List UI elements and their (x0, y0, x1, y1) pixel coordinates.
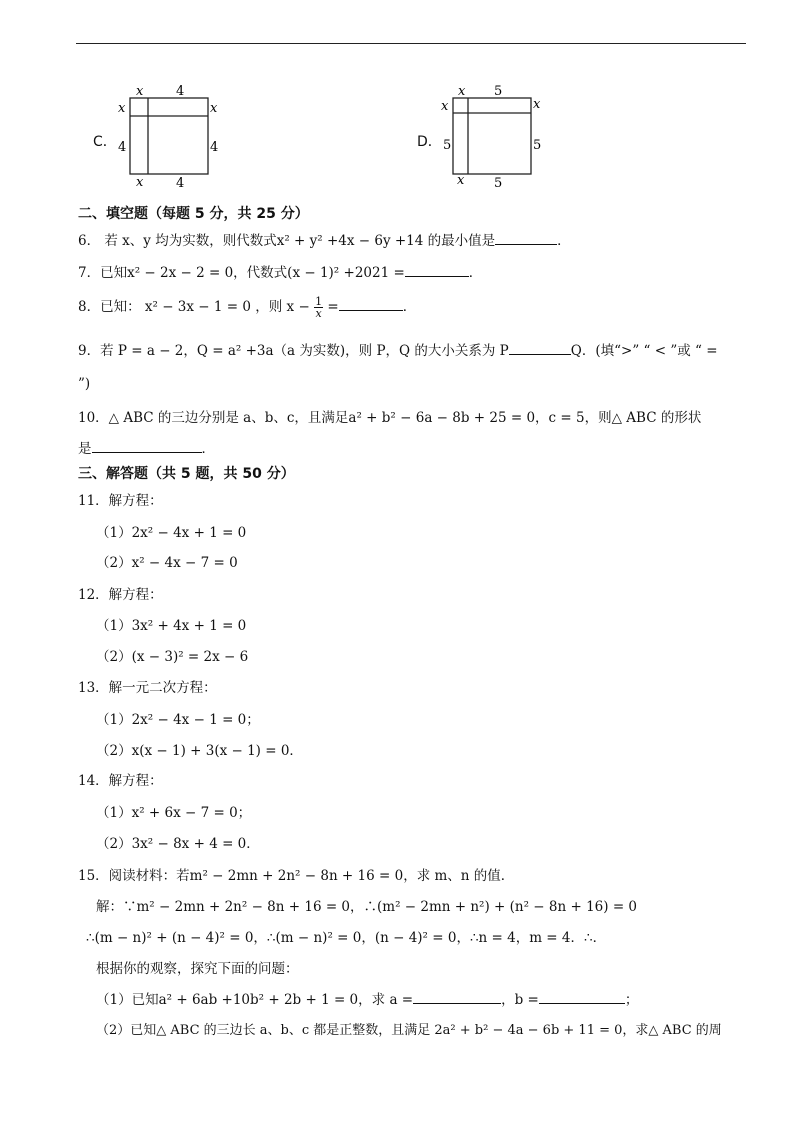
section3-title: 三、解答题（共 5 题，共 50 分） (78, 466, 295, 482)
figure-d-x-bottom: x (457, 173, 465, 188)
question-10-line2 (78, 437, 215, 457)
q12-part2: （2）(x − 3)² = 2x − 6 (96, 649, 249, 665)
figure-c-square (130, 98, 208, 174)
q15-b-answer-blank[interactable] (539, 989, 625, 1004)
q10-text-b: 是 (78, 441, 92, 457)
q8-equals: = (323, 299, 339, 315)
q10-text: 10．△ ABC 的三边分别是 a、b、c，且满足a² + b² − 6a − 8b + 25 = 0，c = 5，则△ ABC 的形状 (78, 410, 702, 426)
question-7 (78, 261, 482, 281)
q14-title: 14．解方程： (78, 773, 163, 789)
q11-part1: （1）2x² − 4x + 1 = 0 (96, 525, 247, 541)
q15-part1-b: ，b = (501, 992, 539, 1008)
q15-solution-line1: 解：∵m² − 2mn + 2n² − 8n + 16 = 0，∴(m² − 2mn + n²) + (n² − 8n + 16) = 0 (96, 899, 638, 915)
figure-d-num-left: 5 (443, 138, 452, 153)
q9-text: 9．若 P = a − 2，Q = a² +3a（a 为实数)，则 P，Q 的大小关系为 P (78, 343, 509, 359)
header-rule (76, 43, 746, 44)
figure-c-num-left: 4 (118, 140, 127, 155)
q15-part2: （2）已知△ ABC 的三边长 a、b、c 都是正整数，且满足 2a² + b² − 4a − 6b + 11 = 0，求△ ABC 的周 (96, 1023, 722, 1038)
q15-instruction: 根据你的观察，探究下面的问题： (96, 961, 299, 977)
q8-fraction (314, 296, 323, 319)
q13-part1: （1）2x² − 4x − 1 = 0； (96, 712, 260, 728)
figure-c-x-bottom: x (136, 175, 144, 190)
question-9 (78, 339, 718, 359)
figure-d-num-bottom: 5 (494, 176, 503, 190)
q6-text: 6． 若 x、y 均为实数，则代数式x² + y² +4x − 6y +14 的最小值是 (78, 233, 496, 249)
q6-answer-blank[interactable] (495, 230, 557, 245)
figure-c-x-top: x (136, 84, 144, 99)
q11-part2: （2）x² − 4x − 7 = 0 (96, 555, 238, 571)
figure-d (433, 80, 553, 190)
q9-answer-blank[interactable] (509, 340, 571, 355)
figure-d-num-right: 5 (533, 138, 542, 153)
q15-part1 (96, 988, 638, 1008)
figure-c (110, 80, 220, 190)
figure-d-x-right: x (533, 97, 541, 112)
figure-d-square (453, 98, 531, 174)
figure-c-x-left: x (118, 101, 126, 116)
figure-c-num-bottom: 4 (176, 176, 185, 190)
q15-part1-text: （1）已知a² + 6ab +10b² + 2b + 1 = 0，求 a = (96, 992, 414, 1008)
figure-d-x-left: x (441, 99, 449, 114)
q15-a-answer-blank[interactable] (413, 989, 501, 1004)
figure-d-num-top: 5 (494, 84, 503, 99)
q12-part1: （1）3x² + 4x + 1 = 0 (96, 618, 247, 634)
q13-part2: （2）x(x − 1) + 3(x − 1) = 0． (96, 743, 303, 759)
option-d-label: D． (417, 134, 442, 150)
q9-text-b: Q．(填“>” “ < ”或 “ = (570, 343, 718, 359)
figure-c-x-right: x (210, 101, 218, 116)
q8-end: ． (402, 299, 417, 315)
question-6 (78, 229, 571, 249)
q14-part1: （1）x² + 6x − 7 = 0； (96, 805, 252, 821)
figure-c-num-right: 4 (210, 140, 219, 155)
question-8 (78, 293, 416, 321)
q11-title: 11．解方程： (78, 493, 163, 509)
figure-d-x-top: x (458, 84, 466, 99)
q7-end: ． (468, 265, 483, 281)
q9-text-c: ”) (78, 376, 91, 392)
q15-solution-line2: ∴(m − n)² + (n − 4)² = 0，∴(m − n)² = 0，(n − 4)² = 0，∴n = 4，m = 4．∴． (86, 930, 607, 946)
q15-part1-end: ； (624, 992, 639, 1008)
q10-end: ． (201, 441, 215, 457)
q7-answer-blank[interactable] (405, 262, 469, 277)
q8-frac-num: 1 (315, 295, 323, 308)
section2-title: 二、填空题（每题 5 分，共 25 分） (78, 206, 309, 222)
q13-title: 13．解一元二次方程： (78, 680, 217, 696)
q6-end: ． (557, 233, 571, 249)
q14-part2: （2）3x² − 8x + 4 = 0． (96, 836, 260, 852)
q8-frac-den: x (315, 307, 322, 320)
option-c-label: C． (93, 134, 117, 150)
q7-text: 7．已知x² − 2x − 2 = 0，代数式(x − 1)² +2021 = (78, 265, 405, 281)
q12-title: 12．解方程： (78, 587, 163, 603)
q8-text: 8．已知： x² − 3x − 1 = 0 ，则 x − (78, 299, 310, 315)
figure-c-num-top: 4 (176, 84, 185, 99)
q15-title: 15．阅读材料：若m² − 2mn + 2n² − 8n + 16 = 0，求 m、n 的值． (78, 868, 515, 884)
q8-answer-blank[interactable] (339, 296, 403, 311)
q10-answer-blank[interactable] (92, 438, 202, 453)
